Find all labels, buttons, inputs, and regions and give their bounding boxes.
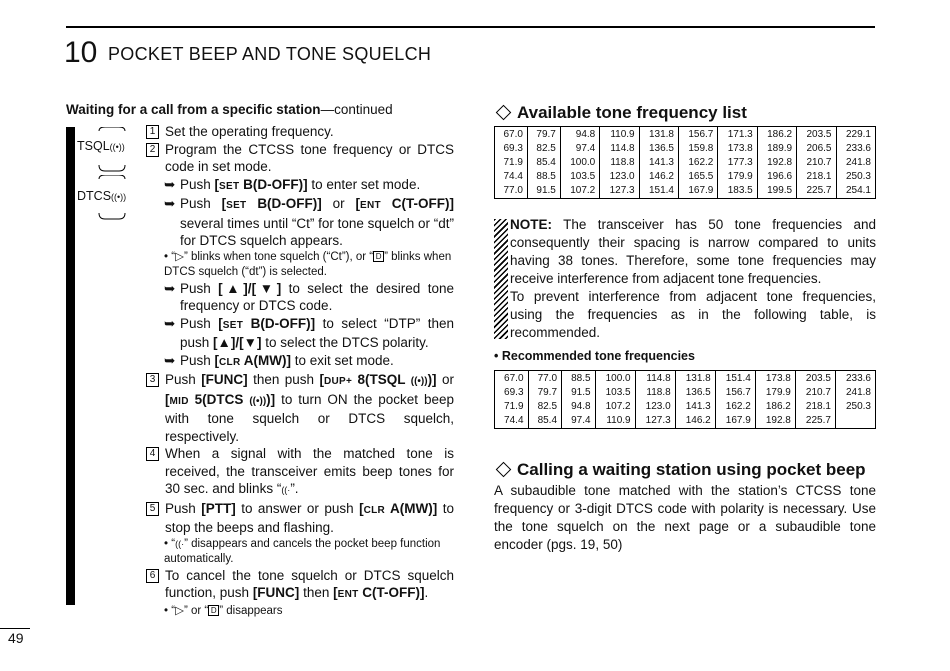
chapter-number: 10	[64, 36, 98, 69]
arrow-icon: ➥	[164, 176, 176, 192]
note-label: NOTE:	[510, 217, 552, 232]
note-text-2: To prevent interference from adjacent tone frequencies, using the frequencies as in the following table, is recommended.	[510, 289, 876, 340]
key-label: SET	[222, 319, 244, 331]
step-text: When a signal with the matched tone is received, the transceiver emits beep tones for 30 sec. and blinks “	[165, 446, 454, 496]
table-cell: 100.0 103.5 107.2 110.9	[595, 371, 635, 429]
table-cell: 94.8 97.4 100.0 103.5 107.2	[560, 127, 599, 199]
arrow-icon: ➥	[164, 315, 176, 331]
substep: ➥ Push [CLR A(MW)] to exit set mode.	[164, 352, 454, 372]
table-cell: 79.7 82.5 85.4 88.5 91.5	[527, 127, 560, 199]
subheading-bold: Waiting for a call from a specific station	[66, 102, 321, 117]
step-number: 4	[146, 447, 159, 461]
substep-text: to select “DTP” then push	[180, 315, 454, 350]
step-text: Program the CTCSS tone frequency or DTCS code in set mode.	[165, 141, 454, 174]
step-text: to stop the beeps and flashing.	[165, 500, 454, 535]
page-number-rule	[0, 628, 30, 629]
note-text: ” blinks when DTCS squelch (“dt”) is selected.	[164, 250, 452, 278]
note-text: The transceiver has 50 tone frequencies and consequently their spacing is narrow compared to units having 38 tones. Therefore, some tone frequencies may receive interference from adjacent tone frequencies.	[510, 217, 876, 286]
note-text: ” disappears	[219, 604, 283, 617]
step-number: 2	[146, 143, 159, 157]
step-number: 1	[146, 125, 159, 139]
arrow-icon: ➥	[164, 352, 176, 368]
page-number: 49	[8, 630, 24, 646]
chapter-title: POCKET BEEP AND TONE SQUELCH	[108, 44, 432, 64]
slash: /	[247, 280, 252, 296]
step-note: • “((·” disappears and cancels the pocket beep function automatically.	[164, 537, 441, 565]
substep-text: to select the DTCS polarity.	[261, 335, 429, 350]
substep-text: Push	[180, 352, 215, 368]
key-label: CLR	[219, 356, 241, 368]
substep-text: Push	[180, 176, 215, 192]
table-cell: 186.2 189.9 192.8 196.6 199.5	[757, 127, 796, 199]
diamond-icon	[496, 462, 512, 478]
func-key: [FUNC]	[201, 372, 248, 387]
calling-title: Calling a waiting station using pocket beep	[517, 460, 866, 479]
tone-frequency-table	[494, 126, 876, 199]
tsql-label: TSQL	[77, 139, 110, 153]
step-1	[146, 123, 454, 141]
section-subheading	[66, 102, 393, 117]
step-text: to turn ON the pocket beep with tone squelch or DTCS squelch, respectively.	[165, 391, 454, 444]
table-cell: 67.0 69.3 71.9 74.4 77.0	[495, 127, 528, 199]
table-cell: 77.0 79.7 82.5 85.4	[528, 371, 562, 429]
button-label: B(D-OFF)	[257, 196, 318, 211]
rec-table-body	[495, 371, 876, 429]
dtcs-icon: D	[208, 605, 219, 616]
note-text: ” blinks when tone squelch (“Ct”), or “	[183, 250, 374, 263]
button-label: C(T-OFF)	[362, 585, 420, 600]
button-label: A(MW)	[390, 500, 433, 516]
radio-symbol: ((•))	[111, 192, 127, 202]
arrow-icon: ➥	[164, 196, 176, 211]
substep: ➥ Push [▲]/[▼] to select the desired tone frequency or DTCS code.	[164, 280, 454, 313]
tone-icon: ▷	[175, 604, 184, 617]
substep: ➥ Push [SET B(D-OFF)] to select “DTP” then push [▲]/[▼] to select the DTCS polarity.	[164, 315, 454, 350]
down-arrow-icon: ▼	[243, 335, 258, 350]
radio-symbol: ((•))	[249, 395, 267, 407]
button-label: A(MW)	[243, 352, 287, 368]
button-label: B(D-OFF)	[243, 176, 304, 192]
tone-icon: ▷	[175, 250, 184, 263]
key-label: SET	[226, 200, 247, 211]
table-cell: 110.9 114.8 118.8 123.0 127.3	[600, 127, 639, 199]
table-cell: 229.1 233.6 241.8 250.3 254.1	[836, 127, 876, 199]
header-rule	[66, 26, 875, 28]
substep-text: to exit set mode.	[290, 352, 394, 368]
key-label: DUP+	[323, 376, 353, 387]
button-label: 5(DTCS	[194, 391, 244, 407]
radio-symbol: ((•))	[109, 142, 125, 152]
table-cell: 131.8 136.5 141.3 146.2	[675, 371, 715, 429]
substep-text: several times until “Ct” for tone squelch or “dt” for DTCS squelch appears.	[180, 215, 454, 248]
note-text: ” disappears and cancels the pocket beep function automatically.	[164, 537, 441, 565]
table-cell: 203.5 210.7 218.1 225.7	[795, 371, 835, 429]
substep: ➥ Push [SET B(D-OFF)] to enter set mode.	[164, 176, 454, 196]
step-number: 3	[146, 373, 159, 387]
table-row	[495, 371, 876, 429]
table-cell: 67.0 69.3 71.9 74.4	[495, 371, 529, 429]
step-note: • “▷” or “ D ” disappears	[164, 604, 283, 617]
func-key: [FUNC]	[252, 585, 300, 600]
step-text: ”.	[290, 481, 299, 496]
table-cell: 114.8 118.8 123.0 127.3	[635, 371, 675, 429]
radio-symbol: ((•))	[410, 376, 428, 387]
dtcs-icon: D	[373, 251, 384, 262]
substep-text: to enter set mode.	[307, 176, 421, 192]
table-cell: 88.5 91.5 94.8 97.4	[562, 371, 596, 429]
recommended-tone-table	[494, 370, 876, 429]
calling-heading	[494, 460, 866, 480]
table-cell: 151.4 156.7 162.2 167.9	[715, 371, 755, 429]
note-text: “	[171, 604, 176, 617]
key-label: SET	[219, 180, 240, 192]
table-cell: 156.7 159.8 162.2 165.5 167.9	[679, 127, 718, 199]
dtcs-key-icon	[77, 175, 137, 226]
step-text: Push	[165, 372, 202, 387]
note-text: ” or “	[183, 604, 209, 617]
note-text: “	[171, 537, 176, 550]
substep: ➥ Push [SET B(D-OFF)] or [ENT C(T-OFF)] several times until “Ct” for tone squelch or “dt” for DTCS squelch appears.	[164, 196, 454, 248]
subheading-continued: —continued	[320, 102, 393, 117]
dtcs-label: DTCS	[77, 189, 112, 203]
bell-icon: ((·	[175, 538, 185, 549]
button-label: C(T-OFF)	[391, 196, 450, 211]
note-block	[494, 216, 876, 342]
key-label: MID	[169, 395, 189, 407]
step-text: to answer or push	[235, 500, 360, 516]
key-label: ENT	[337, 589, 359, 600]
down-arrow-icon: ▼	[256, 280, 277, 296]
tone-list-title: Available tone frequency list	[517, 103, 747, 122]
note-text: “	[171, 250, 176, 263]
table-cell: 203.5 206.5 210.7 218.1 225.7	[797, 127, 836, 199]
substep-note: • “▷” blinks when tone squelch (“Ct”), or “ D ” blinks when DTCS squelch (“dt”) is selected.	[164, 250, 452, 278]
substep-text: to select the desired tone frequency or DTCS code.	[180, 280, 454, 313]
step-text: or	[436, 372, 454, 387]
table-cell: 173.8 179.9 186.2 192.8	[755, 371, 795, 429]
instruction-steps	[146, 123, 454, 619]
substep-text: Push	[180, 315, 219, 331]
tone-list-heading	[494, 103, 747, 123]
step-number: 6	[146, 569, 159, 583]
arrow-icon: ➥	[164, 280, 176, 296]
step-text: then	[299, 585, 334, 600]
tsql-key-icon	[77, 127, 137, 178]
step-text: Push	[165, 500, 202, 516]
step-3: 3 Push [FUNC] then push [DUP+ 8(TSQL ((•)))] or [MID 5(DTCS ((•)))] to turn ON the pocket beep with tone squelch or DTCS squelch, respectively.	[146, 371, 454, 445]
button-label: 8(TSQL	[357, 372, 406, 387]
up-arrow-icon: ▲	[217, 335, 231, 350]
step-text: .	[424, 585, 429, 600]
step-4	[146, 445, 454, 500]
step-number: 5	[146, 502, 159, 516]
slash: /	[235, 335, 240, 350]
up-arrow-icon: ▲	[222, 280, 244, 296]
key-label: CLR	[363, 504, 386, 516]
table-cell: 131.8 136.5 141.3 146.2 151.4	[639, 127, 678, 199]
step-text: then push	[247, 372, 320, 387]
table-cell: 171.3 173.8 177.3 179.9 183.5	[718, 127, 757, 199]
ptt-key: [PTT]	[201, 500, 236, 516]
step-2	[146, 141, 454, 176]
key-label: ENT	[359, 200, 381, 211]
button-label: B(D-OFF)	[250, 315, 311, 331]
bell-icon: ((·	[281, 485, 291, 495]
diamond-icon	[496, 105, 512, 121]
substep-text: Push	[180, 280, 219, 296]
step-5: 5 Push [PTT] to answer or push [CLR A(MW)] to stop the beeps and flashing.	[146, 500, 454, 537]
calling-body: A subaudible tone matched with the station’s CTCSS tone frequency or 3-digit DTCS code with polarity is necessary. Use the tone squelch on the next page or a subaudible tone encoder (pgs. 19, 50)	[494, 483, 876, 552]
table-cell: 233.6 241.8 250.3	[835, 371, 875, 429]
step-text: Set the operating frequency.	[165, 124, 334, 139]
table-row	[495, 127, 876, 199]
substep-text: or	[321, 196, 356, 211]
recommended-heading: • Recommended tone frequencies	[494, 349, 695, 363]
substep-text: Push	[180, 196, 222, 211]
step-text: To cancel the tone squelch or DTCS squelch function, push	[165, 567, 454, 600]
sidebar-bar	[66, 127, 75, 605]
tone-table-body	[495, 127, 876, 199]
step-6: 6 To cancel the tone squelch or DTCS squelch function, push [FUNC] then [ENT C(T-OFF)].	[146, 567, 454, 604]
